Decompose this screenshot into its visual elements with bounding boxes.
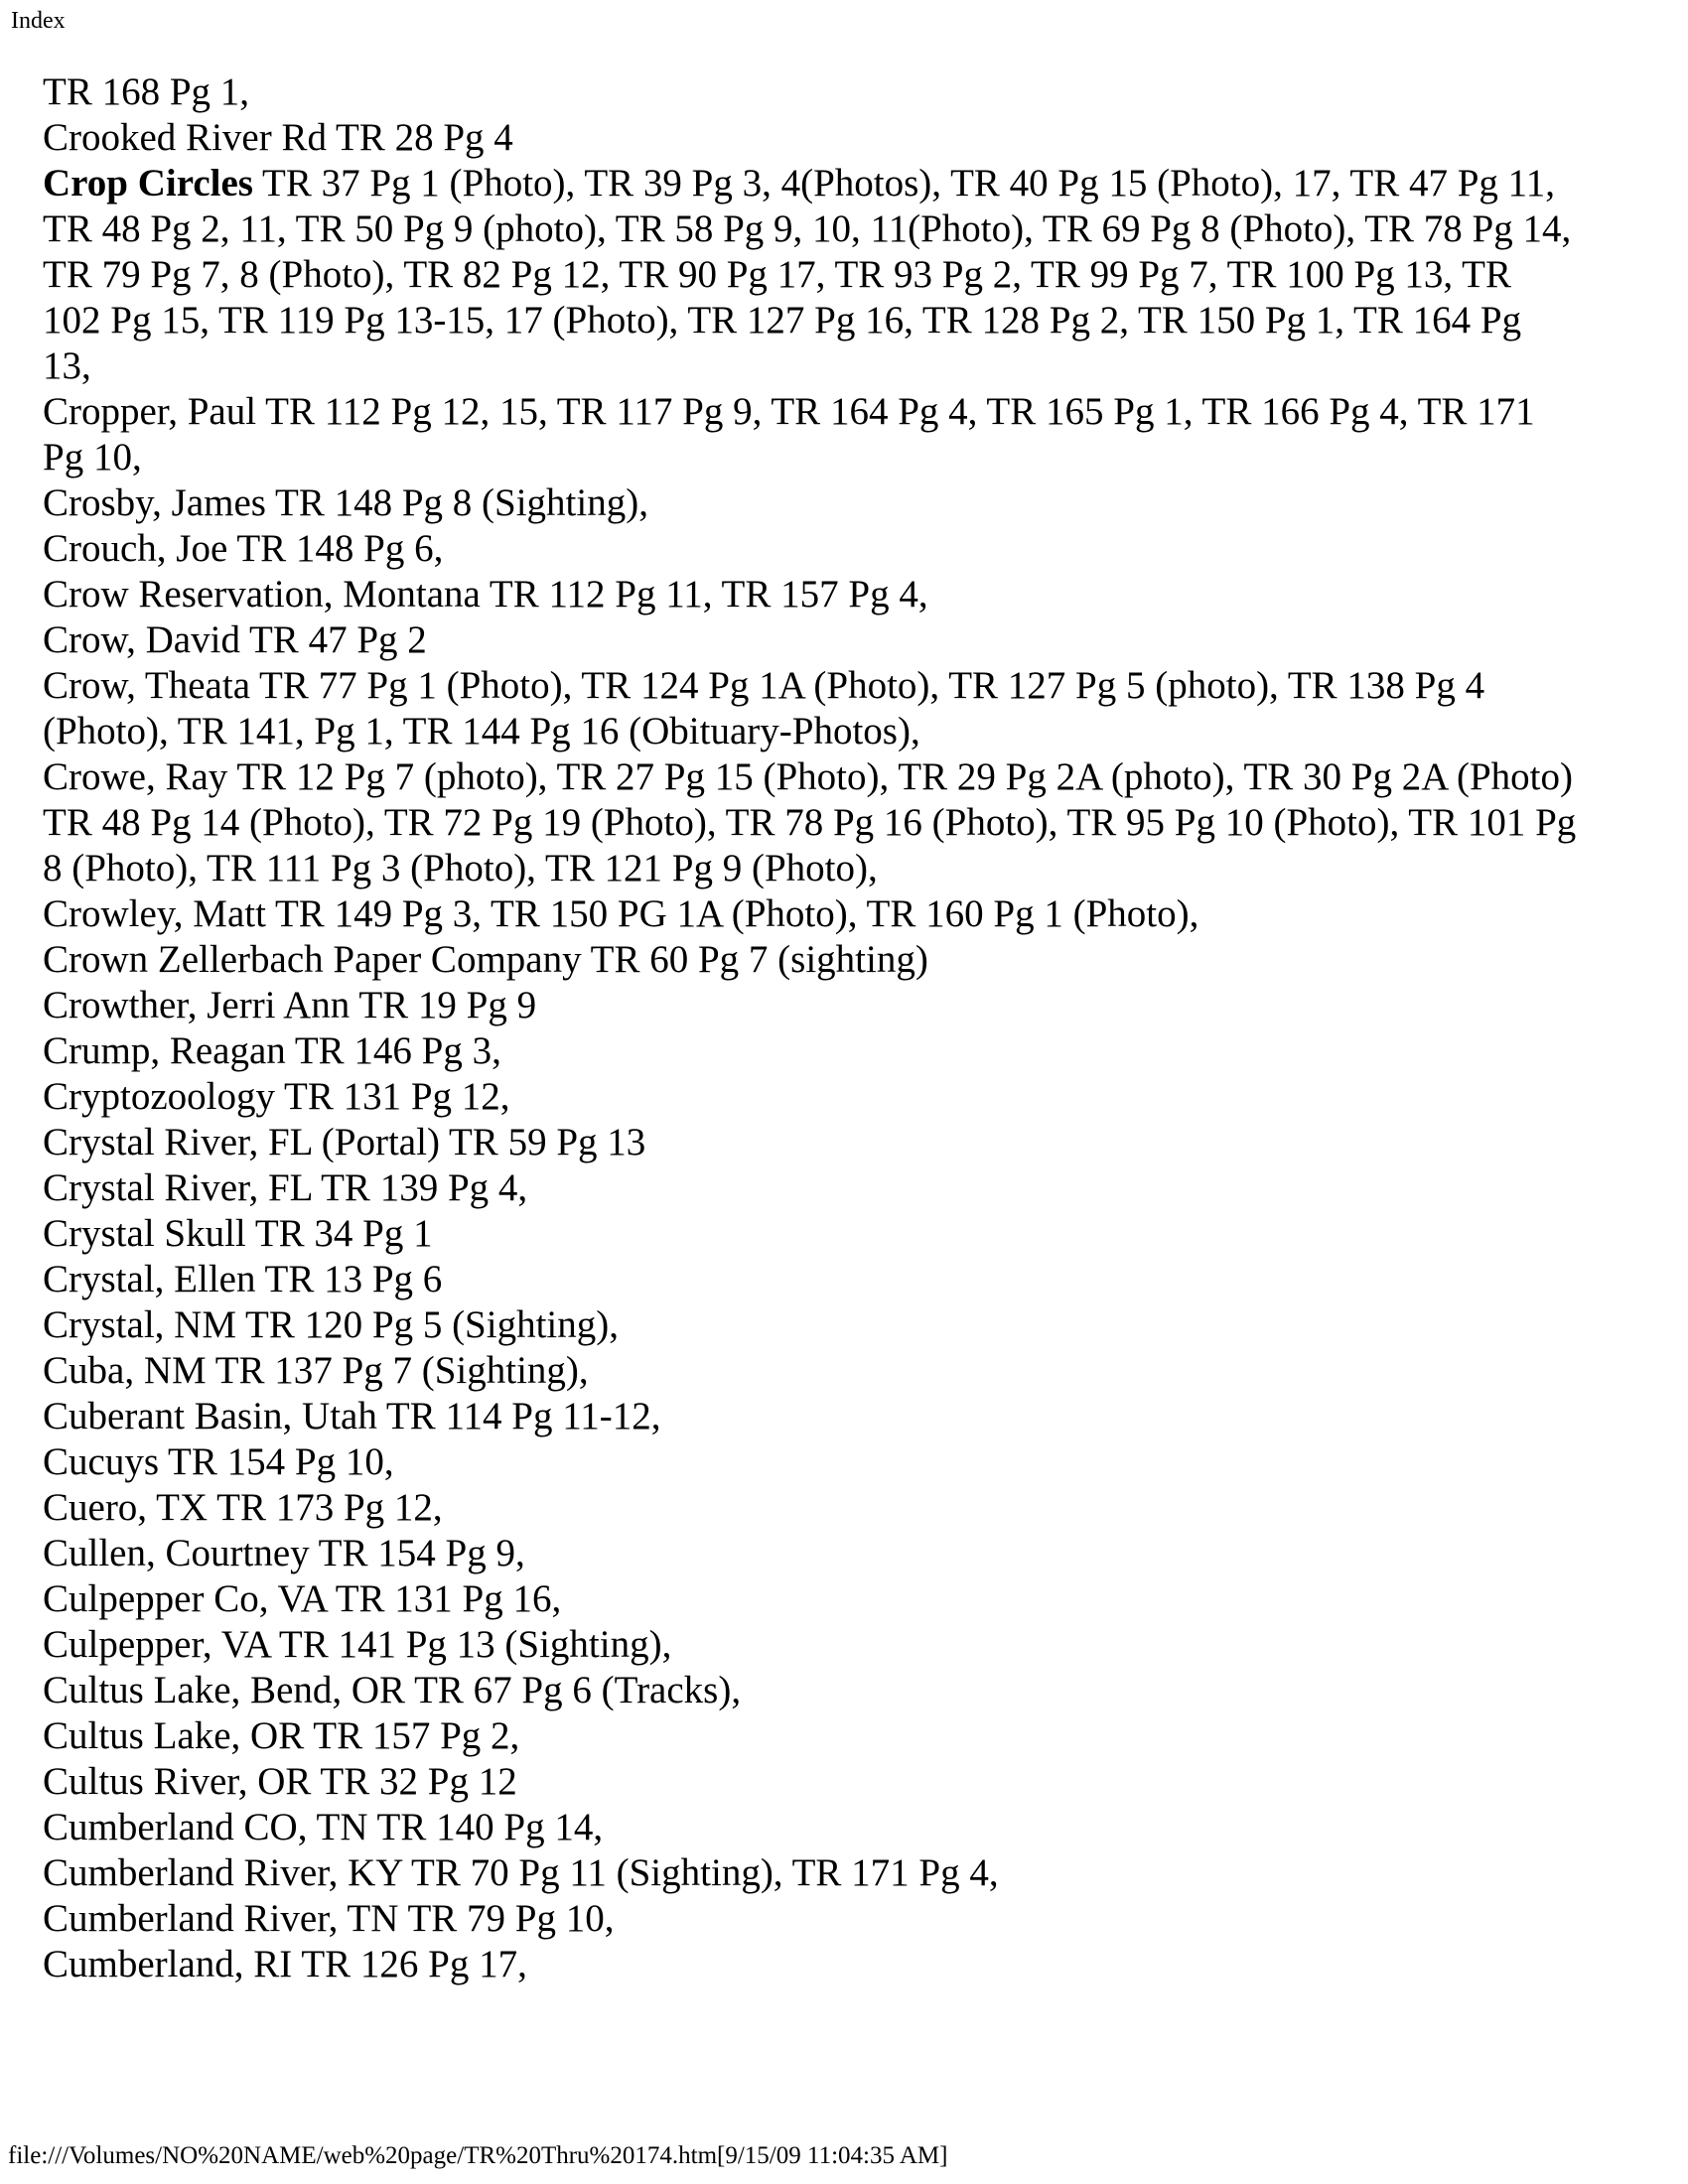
index-line-text: Pg 10, — [43, 436, 142, 478]
index-line-text: Cucuys TR 154 Pg 10, — [43, 1440, 394, 1483]
index-line-text: Cuero, TX TR 173 Pg 12, — [43, 1486, 443, 1529]
index-line-text: TR 37 Pg 1 (Photo), TR 39 Pg 3, 4(Photos), TR 40 Pg 15 (Photo), 17, TR 47 Pg 11, — [252, 162, 1555, 205]
index-line-text: 102 Pg 15, TR 119 Pg 13-15, 17 (Photo), TR 127 Pg 16, TR 128 Pg 2, TR 150 Pg 1, TR 164 Pg — [43, 299, 1522, 341]
index-line — [43, 389, 1661, 435]
index-line — [43, 983, 1661, 1028]
index-line-text: Crowe, Ray TR 12 Pg 7 (photo), TR 27 Pg 15 (Photo), TR 29 Pg 2A (photo), TR 30 Pg 2A (Photo) — [43, 755, 1573, 798]
index-line-text: Crooked River Rd TR 28 Pg 4 — [43, 116, 513, 159]
index-line-text: Crowley, Matt TR 149 Pg 3, TR 150 PG 1A (Photo), TR 160 Pg 1 (Photo), — [43, 892, 1199, 935]
index-line — [43, 937, 1661, 983]
index-line — [43, 1805, 1661, 1850]
index-line-text: Crystal River, FL TR 139 Pg 4, — [43, 1166, 528, 1209]
index-line — [43, 663, 1661, 709]
index-line — [43, 754, 1661, 800]
index-line-text: Cuba, NM TR 137 Pg 7 (Sighting), — [43, 1349, 589, 1392]
index-line — [43, 480, 1661, 526]
index-line — [43, 435, 1661, 480]
index-line — [43, 526, 1661, 572]
index-line-text: Crosby, James TR 148 Pg 8 (Sighting), — [43, 481, 648, 524]
index-line — [43, 617, 1661, 663]
index-line — [43, 846, 1661, 891]
index-line — [43, 1439, 1661, 1485]
index-line — [43, 298, 1661, 343]
index-line-text: Crystal Skull TR 34 Pg 1 — [43, 1212, 433, 1255]
index-line-text: Crowther, Jerri Ann TR 19 Pg 9 — [43, 984, 537, 1026]
footer-file-path: file:///Volumes/NO%20NAME/web%20page/TR%20Thru%20174.htm[9/15/09 11:04:35 AM] — [8, 2142, 948, 2169]
index-body — [43, 69, 1661, 1987]
index-line — [43, 1394, 1661, 1439]
index-line — [43, 1028, 1661, 1074]
page-title: Index — [11, 8, 66, 34]
index-line — [43, 1074, 1661, 1120]
index-line-text: Crown Zellerbach Paper Company TR 60 Pg 7 (sighting) — [43, 938, 928, 981]
index-line — [43, 1211, 1661, 1257]
index-line-text: Cultus Lake, Bend, OR TR 67 Pg 6 (Tracks), — [43, 1669, 742, 1711]
index-line — [43, 1120, 1661, 1165]
index-line-text: TR 48 Pg 2, 11, TR 50 Pg 9 (photo), TR 58 Pg 9, 10, 11(Photo), TR 69 Pg 8 (Photo), TR 78 Pg 14, — [43, 207, 1572, 250]
index-line — [43, 1165, 1661, 1211]
index-line-text: TR 79 Pg 7, 8 (Photo), TR 82 Pg 12, TR 90 Pg 17, TR 93 Pg 2, TR 99 Pg 7, TR 100 Pg 13, TR — [43, 253, 1512, 296]
index-line-text: TR 168 Pg 1, — [43, 70, 250, 113]
index-line-text: Culpepper, VA TR 141 Pg 13 (Sighting), — [43, 1623, 672, 1666]
index-line-text: Crow Reservation, Montana TR 112 Pg 11, TR 157 Pg 4, — [43, 573, 928, 615]
index-line-text: Crystal, NM TR 120 Pg 5 (Sighting), — [43, 1303, 619, 1346]
index-line-text: Cropper, Paul TR 112 Pg 12, 15, TR 117 Pg 9, TR 164 Pg 4, TR 165 Pg 1, TR 166 Pg 4, TR 171 — [43, 390, 1535, 433]
index-line — [43, 1348, 1661, 1394]
index-line-text: 8 (Photo), TR 111 Pg 3 (Photo), TR 121 Pg 9 (Photo), — [43, 847, 878, 889]
index-line — [43, 1850, 1661, 1896]
index-line — [43, 206, 1661, 252]
index-line-text: 13, — [43, 344, 91, 387]
index-line — [43, 343, 1661, 389]
index-line — [43, 1485, 1661, 1531]
index-line-text: Crow, David TR 47 Pg 2 — [43, 618, 427, 661]
index-line — [43, 891, 1661, 937]
index-line-text: TR 48 Pg 14 (Photo), TR 72 Pg 19 (Photo), TR 78 Pg 16 (Photo), TR 95 Pg 10 (Photo), TR 101 Pg — [43, 801, 1577, 844]
index-line-text: Cullen, Courtney TR 154 Pg 9, — [43, 1532, 525, 1574]
index-line-text: Culpepper Co, VA TR 131 Pg 16, — [43, 1577, 562, 1620]
index-line — [43, 1622, 1661, 1668]
index-entry-term: Crop Circles — [43, 162, 253, 205]
index-line-text: Cuberant Basin, Utah TR 114 Pg 11-12, — [43, 1395, 661, 1437]
index-line-text: Cultus River, OR TR 32 Pg 12 — [43, 1760, 517, 1803]
index-line — [43, 1302, 1661, 1348]
index-line-text: Cumberland, RI TR 126 Pg 17, — [43, 1943, 527, 1985]
index-line — [43, 1713, 1661, 1759]
index-line-text: Cultus Lake, OR TR 157 Pg 2, — [43, 1714, 520, 1757]
index-line — [43, 1759, 1661, 1805]
index-line-text: Cryptozoology TR 131 Pg 12, — [43, 1075, 510, 1118]
index-line — [43, 69, 1661, 115]
index-line — [43, 161, 1661, 206]
index-line-text: Crow, Theata TR 77 Pg 1 (Photo), TR 124 Pg 1A (Photo), TR 127 Pg 5 (photo), TR 138 Pg 4 — [43, 664, 1485, 707]
index-line — [43, 1896, 1661, 1942]
index-line — [43, 1942, 1661, 1987]
index-line-text: Crystal River, FL (Portal) TR 59 Pg 13 — [43, 1121, 646, 1163]
index-line — [43, 1257, 1661, 1302]
index-line-text: Cumberland CO, TN TR 140 Pg 14, — [43, 1806, 604, 1848]
index-line — [43, 1668, 1661, 1713]
index-line-text: Cumberland River, TN TR 79 Pg 10, — [43, 1897, 615, 1940]
index-line-text: Crump, Reagan TR 146 Pg 3, — [43, 1029, 501, 1072]
index-line — [43, 252, 1661, 298]
index-line — [43, 572, 1661, 617]
index-line — [43, 1576, 1661, 1622]
index-line-text: (Photo), TR 141, Pg 1, TR 144 Pg 16 (Obituary-Photos), — [43, 710, 920, 752]
index-line-text: Cumberland River, KY TR 70 Pg 11 (Sighting), TR 171 Pg 4, — [43, 1851, 999, 1894]
index-line — [43, 800, 1661, 846]
index-line — [43, 709, 1661, 754]
index-line-text: Crouch, Joe TR 148 Pg 6, — [43, 527, 444, 570]
index-line — [43, 115, 1661, 161]
index-line — [43, 1531, 1661, 1576]
index-line-text: Crystal, Ellen TR 13 Pg 6 — [43, 1258, 443, 1300]
